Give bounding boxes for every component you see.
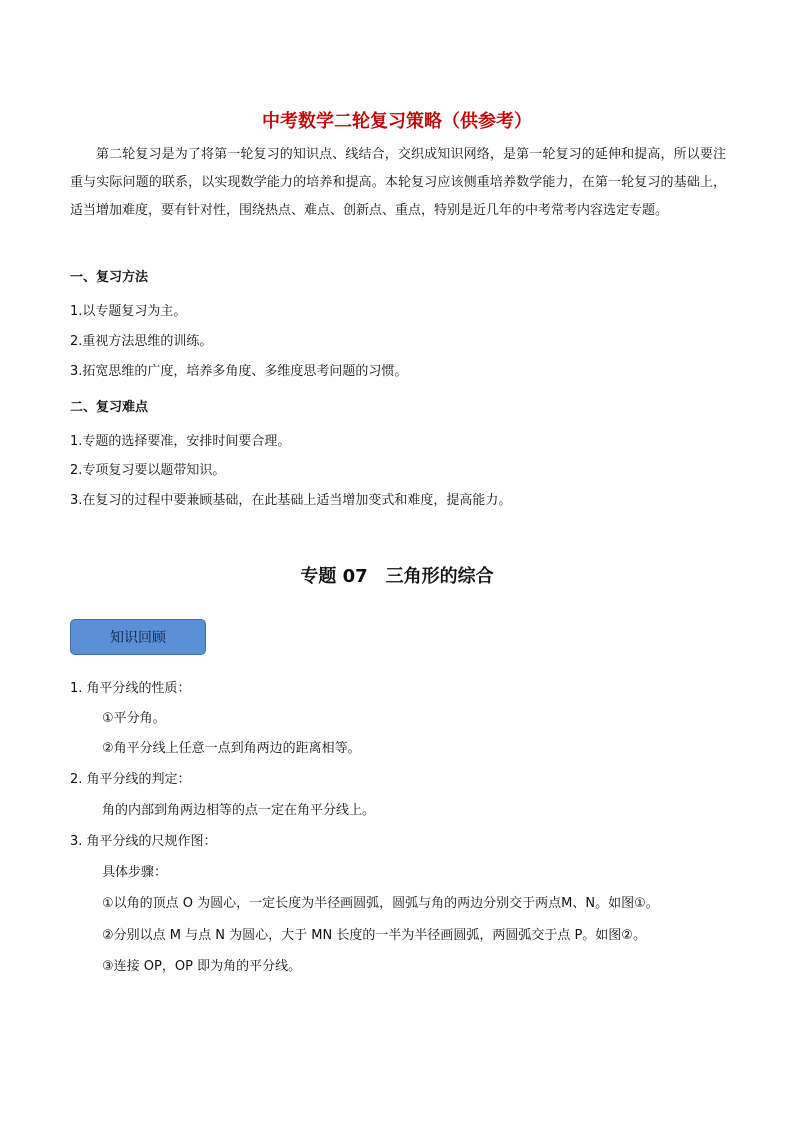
topic-title: 专题 07 三角形的综合 [300,566,494,587]
knowledge-item: 具体步骤： [102,865,168,880]
knowledge-item: ②角平分线上任意一点到角两边的距离相等。 [102,741,361,756]
knowledge-item: ①以角的顶点 O 为圆心，一定长度为半径画圆弧，圆弧与角的两边分别交于两点M、N。如图①。 [102,896,659,911]
list-item: 3.拓宽思维的广度，培养多角度、多维度思考问题的习惯。 [70,364,408,379]
knowledge-item: ②分别以点 M 与点 N 为圆心，大于 MN 长度的一半为半径画圆弧，两圆弧交于点 P。如图②。 [102,928,646,943]
knowledge-item: ①平分角。 [102,711,166,726]
knowledge-review-tag [70,619,206,655]
knowledge-heading-2: 2. 角平分线的判定： [70,772,191,787]
list-item: 1.专题的选择要准，安排时间要合理。 [70,434,291,449]
knowledge-item: 角的内部到角两边相等的点一定在角平分线上。 [102,803,376,818]
document-title: 中考数学二轮复习策略（供参考） [262,111,532,132]
list-item: 1.以专题复习为主。 [70,304,187,319]
tag-label: 知识回顾 [110,630,166,646]
intro-paragraph: 第二轮复习是为了将第一轮复习的知识点、线结合，交织成知识网络，是第一轮复习的延伸和提高，所以要注重与实际问题的联系，以实现数学能力的培养和提高。本轮复习应该侧重培养数学能力，在第一轮复习的基础上，适当增加难度，要有针对性，围绕热点、难点、创新点、重点，特别是近几年的中考常考内容选定专题。 [70,147,726,218]
list-item: 2.专项复习要以题带知识。 [70,463,226,478]
knowledge-item: ③连接 OP，OP 即为角的平分线。 [102,959,302,974]
list-item: 3.在复习的过程中要兼顾基础，在此基础上适当增加变式和难度，提高能力。 [70,493,512,508]
knowledge-heading-3: 3. 角平分线的尺规作图： [70,834,217,849]
section-heading-methods: 一、复习方法 [70,270,149,285]
section-heading-difficulties: 二、复习难点 [70,400,149,415]
knowledge-heading-1: 1. 角平分线的性质： [70,681,191,696]
list-item: 2.重视方法思维的训练。 [70,334,213,349]
